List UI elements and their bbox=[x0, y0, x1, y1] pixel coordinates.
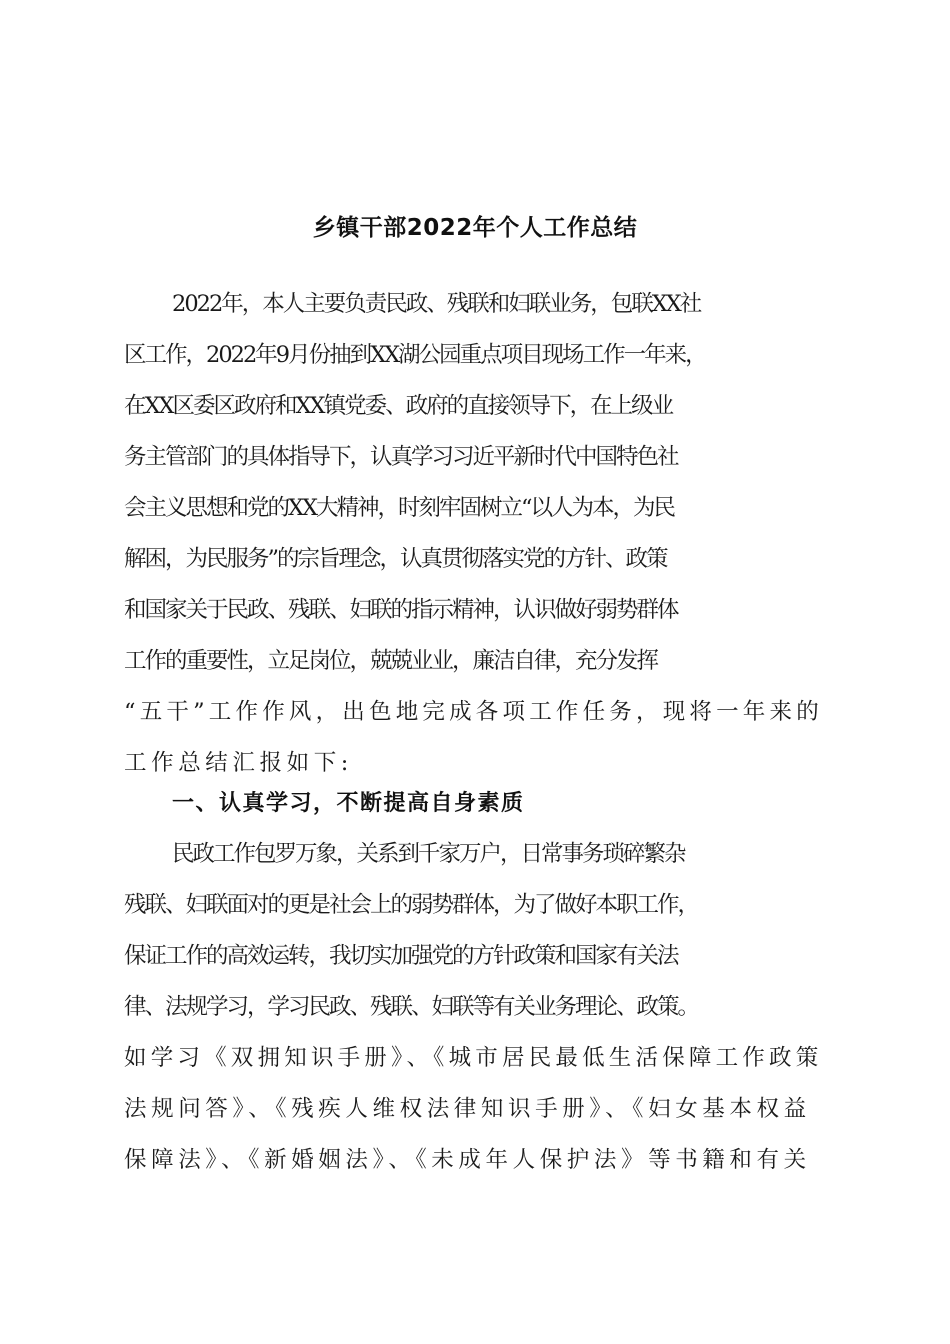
paragraph-line: 会主义思想和党的XX大精神，时刻牢固树立“以人为本，为民 bbox=[124, 495, 675, 521]
document-title: 乡镇干部2022年个人工作总结 bbox=[312, 215, 638, 241]
paragraph-line: “五干”工作作风，出色地完成各项工作任务，现将一年来的 bbox=[124, 699, 823, 725]
paragraph-line: 2022年，本人主要负责民政、残联和妇联业务，包联XX社 bbox=[172, 291, 701, 317]
section-paragraph bbox=[124, 829, 822, 1186]
paragraph-line: 工作的重要性，立足岗位，兢兢业业，廉洁自律，充分发挥 bbox=[124, 648, 658, 674]
paragraph-line: 务主管部门的具体指导下，认真学习习近平新时代中国特色社 bbox=[124, 444, 678, 470]
paragraph-line: 在XX区委区政府和XX镇党委、政府的直接领导下，在上级业 bbox=[124, 393, 673, 419]
paragraph-line: 工作总结汇报如下: bbox=[124, 750, 353, 776]
paragraph-line: 解困，为民服务”的宗旨理念，认真贯彻落实党的方针、政策 bbox=[124, 546, 667, 572]
paragraph-line: 区工作，2022年9月份抽到XX湖公园重点项目现场工作一年来， bbox=[124, 342, 706, 368]
intro-paragraph bbox=[124, 279, 823, 789]
paragraph-line: 和国家关于民政、残联、妇联的指示精神，认识做好弱势群体 bbox=[124, 597, 678, 623]
paragraph-line: 保证工作的高效运转，我切实加强党的方针政策和国家有关法 bbox=[124, 943, 678, 969]
paragraph-line: 保障法》、《新婚姻法》、《未成年人保护法》等书籍和有关 bbox=[124, 1147, 811, 1173]
paragraph-line: 残联、妇联面对的更是社会上的弱势群体，为了做好本职工作， bbox=[124, 892, 699, 918]
paragraph-line: 律、法规学习，学习民政、残联、妇联等有关业务理论、政策。 bbox=[124, 994, 699, 1020]
paragraph-line: 法规问答》、《残疾人维权法律知识手册》、《妇女基本权益 bbox=[124, 1096, 811, 1122]
section-heading: 一、认真学习，不断提高自身素质 bbox=[172, 791, 525, 816]
paragraph-line: 如学习《双拥知识手册》、《城市居民最低生活保障工作政策 bbox=[124, 1045, 823, 1071]
paragraph-line: 民政工作包罗万象，关系到千家万户，日常事务琐碎繁杂 bbox=[172, 841, 685, 867]
